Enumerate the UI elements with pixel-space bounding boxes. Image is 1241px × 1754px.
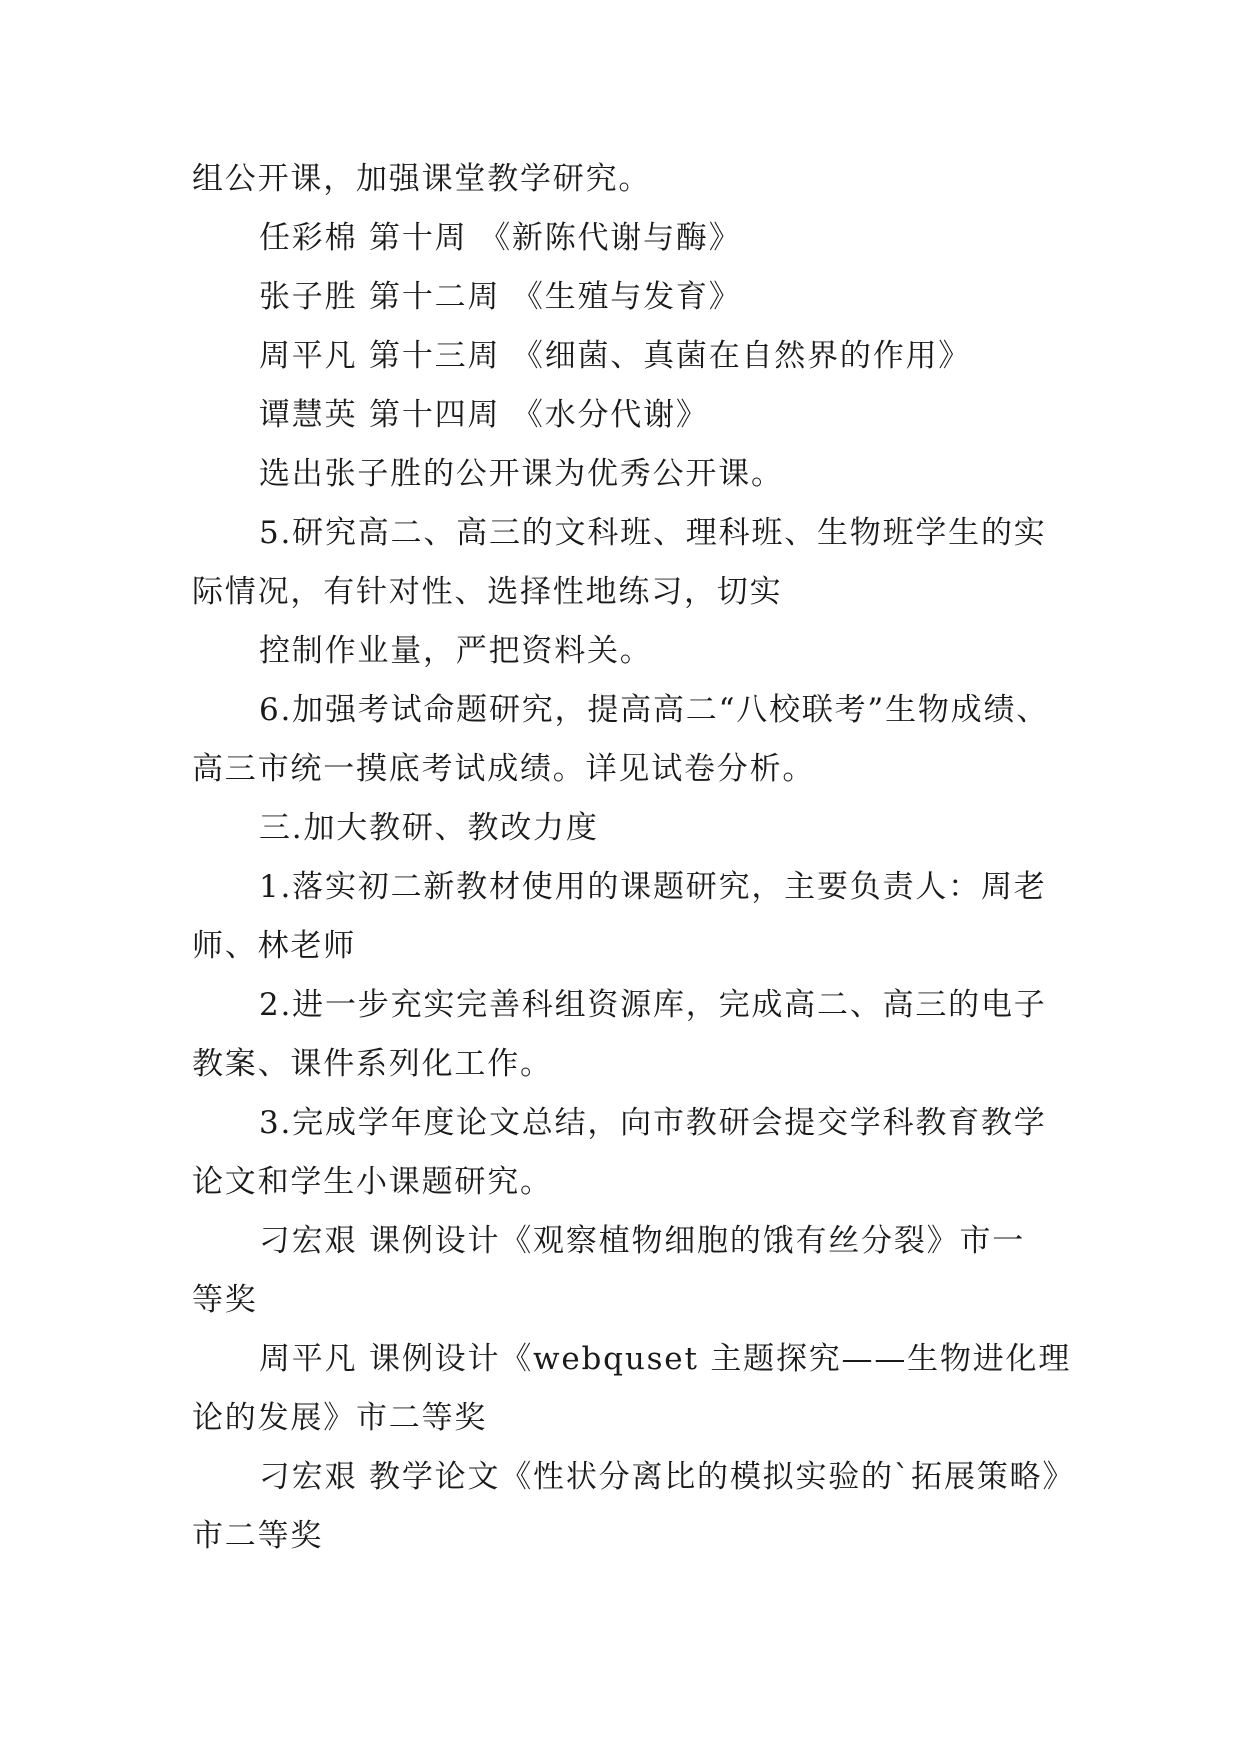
text-line: 控制作业量，严把资料关。 [259,633,653,669]
text-line: 师、林老师 [192,928,356,964]
text-line: 谭慧英 第十四周 《水分代谢》 [259,397,709,433]
section-heading: 三.加大教研、教改力度 [259,810,599,846]
text-line: 任彩棉 第十周 《新陈代谢与酶》 [259,220,742,256]
text-line: 2.进一步充实完善科组资源库，完成高二、高三的电子 [259,987,1047,1023]
text-line: 6.加强考试命题研究，提高高二“八校联考”生物成绩、 [259,692,1050,728]
text-line: 选出张子胜的公开课为优秀公开课。 [259,456,784,492]
text-line: 论的发展》市二等奖 [192,1400,488,1436]
text-line: 论文和学生小课题研究。 [192,1164,553,1200]
text-line: 1.落实初二新教材使用的课题研究，主要负责人：周老 [259,869,1047,905]
text-line: 3.完成学年度论文总结，向市教研会提交学科教育教学 [259,1105,1047,1141]
text-line: 际情况，有针对性、选择性地练习，切实 [192,574,783,610]
text-line: 周平凡 课例设计《webquset 主题探究——生物进化理 [259,1341,1072,1377]
text-line: 教案、课件系列化工作。 [192,1046,553,1082]
text-line: 组公开课，加强课堂教学研究。 [192,161,652,197]
text-line: 张子胜 第十二周 《生殖与发育》 [259,279,742,315]
text-line: 刁宏艰 教学论文《性状分离比的模拟实验的`拓展策略》 [259,1459,1076,1495]
text-line: 等奖 [192,1282,258,1318]
text-line: 市二等奖 [192,1518,324,1554]
text-line: 5.研究高二、高三的文科班、理科班、生物班学生的实 [259,515,1047,551]
text-line: 高三市统一摸底考试成绩。详见试卷分析。 [192,751,816,787]
text-line: 刁宏艰 课例设计《观察植物细胞的饿有丝分裂》市一 [259,1223,1026,1259]
text-line: 周平凡 第十三周 《细菌、真菌在自然界的作用》 [259,338,972,374]
